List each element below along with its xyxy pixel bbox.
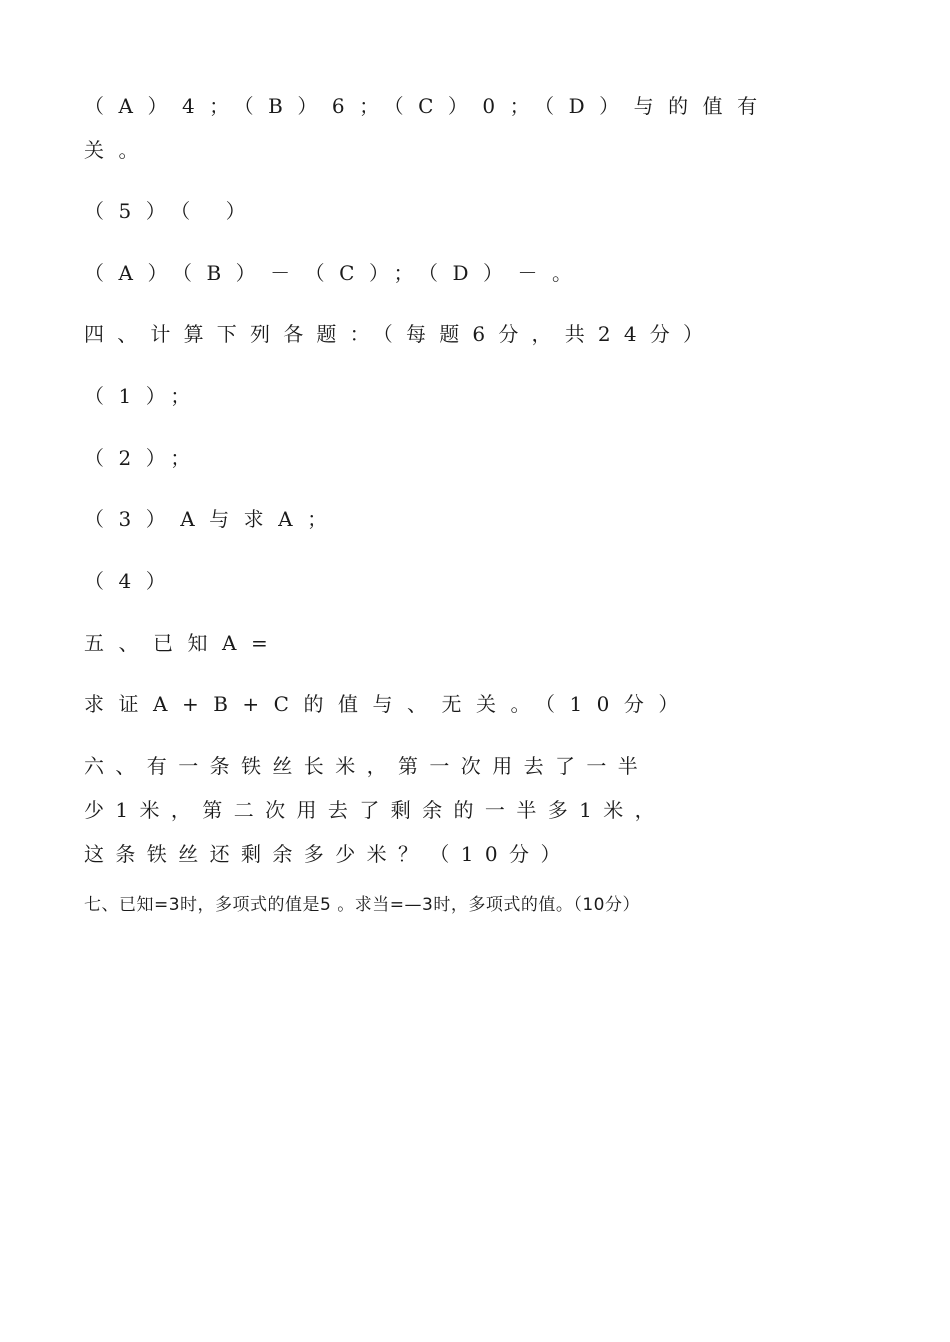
q3-4-options-line: （A）4；（B）6；（C）0；（D）与的值有 [84, 94, 772, 118]
section-4-heading: 四、计算下列各题：（每题6分，共24分） [84, 322, 717, 346]
section-7: 七、已知=3时，多项式的值是5 。求当=—3时，多项式的值。（10分） [84, 895, 640, 915]
q4-1: （1）； [84, 384, 205, 408]
q3-4-options-cont: 关。 [84, 138, 153, 162]
section-6-line-3: 这条铁丝还剩余多少米？（10分） [84, 842, 572, 866]
q4-4: （4） [84, 569, 181, 593]
q4-2: （2）； [84, 446, 205, 470]
q4-3: （3）A与求A； [84, 507, 342, 531]
section-6-line-1: 六、有一条铁丝长米，第一次用去了一半 [84, 754, 650, 778]
section-5-prove: 求证A+B+C的值与、无关。（10分） [84, 692, 693, 716]
section-5-heading: 五、已知A= [84, 631, 283, 655]
section-6-line-2: 少1米，第二次用去了剩余的一半多1米， [84, 798, 667, 822]
q3-5-stem: （5）（ ） [84, 199, 261, 223]
q3-5-options: （A）（B）－（C）；（D）－。 [84, 261, 587, 285]
